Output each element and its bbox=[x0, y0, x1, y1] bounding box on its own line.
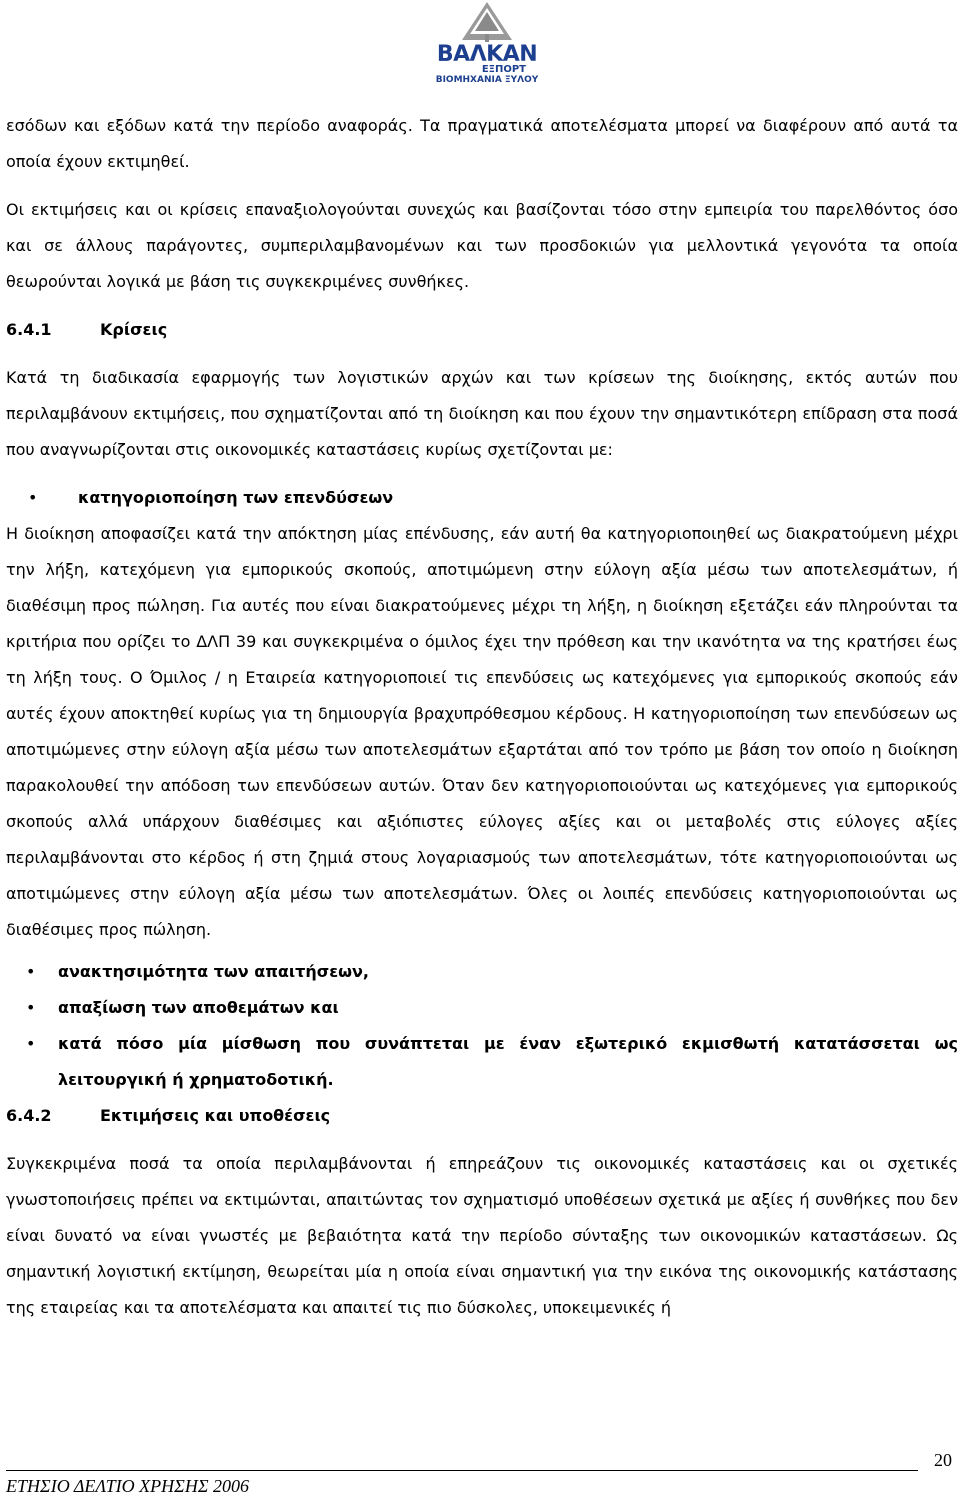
section-title: Εκτιμήσεις και υποθέσεις bbox=[100, 1106, 331, 1125]
section-number: 6.4.2 bbox=[6, 1106, 52, 1125]
section-number: 6.4.1 bbox=[6, 320, 52, 339]
paragraph-estimates: Οι εκτιμήσεις και οι κρίσεις επαναξιολογούνται συνεχώς και βασίζονται τόσο στην εμπειρία του παρελθόντος όσο και σε άλλους παράγοντες, συμπεριλαμβανομένων και των προσδοκιών για μελλοντικά γεγονότα τα οποία θεωρούνται λογικά με βάση τις συγκεκριμένες συνθήκες. bbox=[6, 200, 958, 291]
section-heading-judgements bbox=[6, 312, 958, 348]
list-item: • κατά πόσο μία μίσθωση που συνάπτεται με έναν εξωτερικό εκμισθωτή κατατάσσεται ως λειτουργική ή χρηματοδοτική. bbox=[6, 1026, 958, 1098]
list-item: • ανακτησιμότητα των απαιτήσεων, bbox=[6, 954, 958, 990]
bullet-icon: • bbox=[26, 1034, 36, 1053]
paragraph-assumptions: Συγκεκριμένα ποσά τα οποία περιλαμβάνονται ή επηρεάζουν τις οικονομικές καταστάσεις και οι σχετικές γνωστοποιήσεις πρέπει να εκτιμώνται, απαιτώντας τον σχηματισμό υποθέσεων σχετικά με αξίες ή συνθήκες που δεν είναι δυνατό να είναι γνωστές με βεβαιότητα κατά την περίοδο σύνταξης των οικονομικών καταστάσεων. Ως σημαντική λογιστική εκτίμηση, θεωρείται μία η οποία είναι σημαντική για την εικόνα της οικονομικής κατάστασης της εταιρείας και τα αποτελέσματα και απαιτεί τις πιο δύσκολες, υποκειμενικές ή bbox=[6, 1154, 958, 1317]
footer-title: ΕΤΗΣΙΟ ΔΕΛΤΙΟ ΧΡΗΣΗΣ 2006 bbox=[6, 1476, 250, 1496]
list-item: • κατηγοριοποίηση των επενδύσεων bbox=[6, 480, 958, 516]
paragraph-investments: Η διοίκηση αποφασίζει κατά την απόκτηση μίας επένδυσης, εάν αυτή θα κατηγοριοποιηθεί ως διακρατούμενη μέχρι την λήξη, κατεχόμενη για εμπορικούς σκοπούς, αποτιμώμενη στην εύλογη αξία μέσω των αποτελεσμάτων, ή διαθέσιμη προς πώληση. Για αυτές που είναι διακρατούμενες μέχρι τη λήξη, η διοίκηση εξετάζει εάν πληρούνται τα κριτήρια που ορίζει το ΔΛΠ 39 και συγκεκριμένα ο όμιλος έχει την πρόθεση και την ικανότητα να της κρατήσει έως τη λήξη τους. Ο Όμιλος / η Εταιρεία κατηγοριοποιεί τις επενδύσεις ως κατεχόμενες για εμπορικούς σκοπούς εάν αυτές έχουν αποκτηθεί κυρίως για τη δημιουργία βραχυπρόθεσμου κέρδους. Η κατηγοριοποίηση των επενδύσεων ως αποτιμώμενες στην εύλογη αξία μέσω των αποτελεσμάτων εξαρτάται από τον τρόπο με βάση τον οποίο η διοίκηση παρακολουθεί την απόδοση των επενδύσεων αυτών. Όταν δεν κατηγοριοποιούνται ως κατεχόμενες για εμπορικούς σκοπούς αλλά υπάρχουν διαθέσιμες και αξιόπιστες εύλογες αξίες και οι μεταβολές στις εύλογες αξίες περιλαμβάνονται στο κέρδος ή στη ζημιά στους λογαριασμούς των αποτελεσμάτων, τότε κατηγοριοποιούνται ως αποτιμώμενες στην εύλογη αξία μέσω των αποτελεσμάτων. Όλες οι λοιπές επενδύσεις κατηγοριοποιούνται ως διαθέσιμες προς πώληση. bbox=[6, 524, 958, 939]
list-item: • απαξίωση των αποθεμάτων και bbox=[6, 990, 958, 1026]
section-heading-estimates bbox=[6, 1098, 958, 1134]
section-title: Κρίσεις bbox=[100, 320, 168, 339]
bullet-icon: • bbox=[26, 962, 36, 981]
bullet-icon: • bbox=[28, 488, 38, 507]
bullet-list-primary bbox=[6, 480, 958, 516]
logo-brand: ΒΑΛΚΑΝ bbox=[436, 42, 538, 67]
logo-tagline: ΒΙΟΜΗΧΑΝΙΑ ΞΥΛΟΥ bbox=[435, 75, 539, 85]
footer-divider bbox=[6, 1470, 918, 1471]
bullet-icon: • bbox=[26, 998, 36, 1017]
company-logo bbox=[432, 0, 542, 92]
paragraph-intro: εσόδων και εξόδων κατά την περίοδο αναφοράς. Τα πραγματικά αποτελέσματα μπορεί να διαφέρουν από αυτά τα οποία έχουν εκτιμηθεί. bbox=[6, 116, 958, 171]
document-body bbox=[6, 108, 958, 1326]
bullet-list-secondary bbox=[6, 954, 958, 1098]
page-number: 20 bbox=[934, 1450, 952, 1470]
logo-subtitle: ΕΞΠΟΡΤ bbox=[481, 64, 526, 75]
paragraph-judgements: Κατά τη διαδικασία εφαρμογής των λογιστικών αρχών και των κρίσεων της διοίκησης, εκτός αυτών που περιλαμβάνουν εκτιμήσεις, που σχηματίζονται από τη διοίκηση και που έχουν την σημαντικότερη επίδραση στα ποσά που αναγνωρίζονται στις οικονομικές καταστάσεις κυρίως σχετίζονται με: bbox=[6, 368, 958, 459]
